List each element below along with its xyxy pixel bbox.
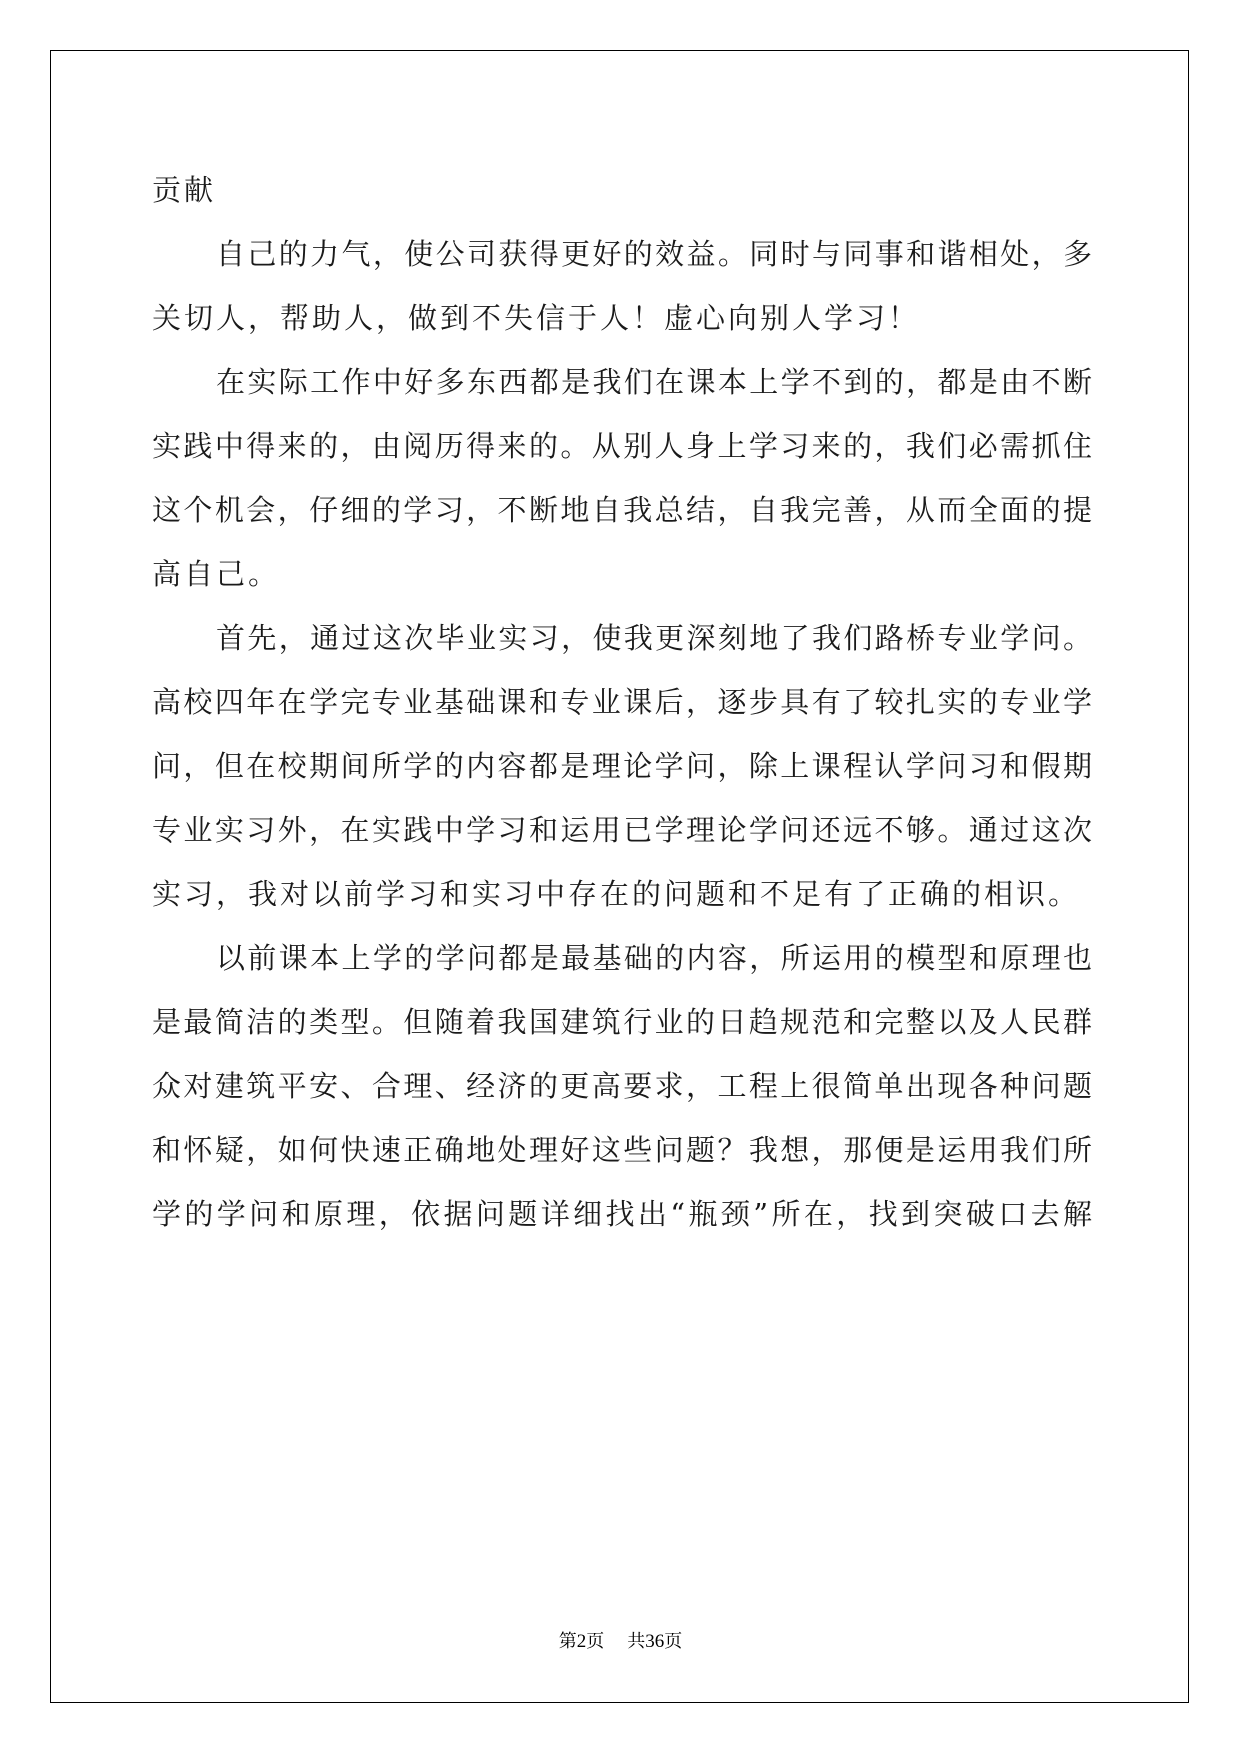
text-line: 高自己。 <box>152 557 281 591</box>
text-line: 高校四年在学完专业基础课和专业课后，逐步具有了较扎实的专业学 <box>152 685 1092 719</box>
text-line: 以前课本上学的学问都是最基础的内容，所运用的模型和原理也 <box>216 941 1092 975</box>
text-line: 实习，我对以前学习和实习中存在的问题和不足有了正确的相识。 <box>152 877 1081 911</box>
text-line: 问，但在校期间所学的内容都是理论学问，除上课程认学问习和假期 <box>152 749 1092 783</box>
footer-total-prefix: 共 <box>627 1631 646 1652</box>
footer-total-pages: 36 <box>645 1631 665 1652</box>
text-line: 是最简洁的类型。但随着我国建筑行业的日趋规范和完整以及人民群 <box>152 1005 1092 1039</box>
text-line: 和怀疑，如何快速正确地处理好这些问题？我想，那便是运用我们所 <box>152 1133 1092 1167</box>
text-line: 专业实习外，在实践中学习和运用已学理论学问还远不够。通过这次 <box>152 813 1092 847</box>
text-line: 学的学问和原理，依据问题详细找出“瓶颈”所在，找到突破口去解 <box>152 1197 1092 1231</box>
text-line: 在实际工作中好多东西都是我们在课本上学不到的，都是由不断 <box>216 365 1092 399</box>
text-line: 这个机会，仔细的学习，不断地自我总结，自我完善，从而全面的提 <box>152 493 1092 527</box>
text-line: 贡献 <box>152 173 217 207</box>
footer-page-number: 2 <box>576 1631 587 1652</box>
text-line: 关切人，帮助人，做到不失信于人！虚心向别人学习！ <box>152 301 921 335</box>
footer-prefix: 第 <box>558 1631 577 1652</box>
text-line: 实践中得来的，由阅历得来的。从别人身上学习来的，我们必需抓住 <box>152 429 1092 463</box>
footer-total-suffix: 页 <box>664 1631 683 1652</box>
text-line: 众对建筑平安、合理、经济的更高要求，工程上很简单出现各种问题 <box>152 1069 1092 1103</box>
text-line: 首先，通过这次毕业实习，使我更深刻地了我们路桥专业学问。 <box>216 621 1092 655</box>
page-footer <box>0 1627 1241 1653</box>
footer-page-suffix: 页 <box>586 1631 605 1652</box>
document-body <box>152 158 1092 1246</box>
text-line: 自己的力气，使公司获得更好的效益。同时与同事和谐相处，多 <box>216 237 1092 271</box>
